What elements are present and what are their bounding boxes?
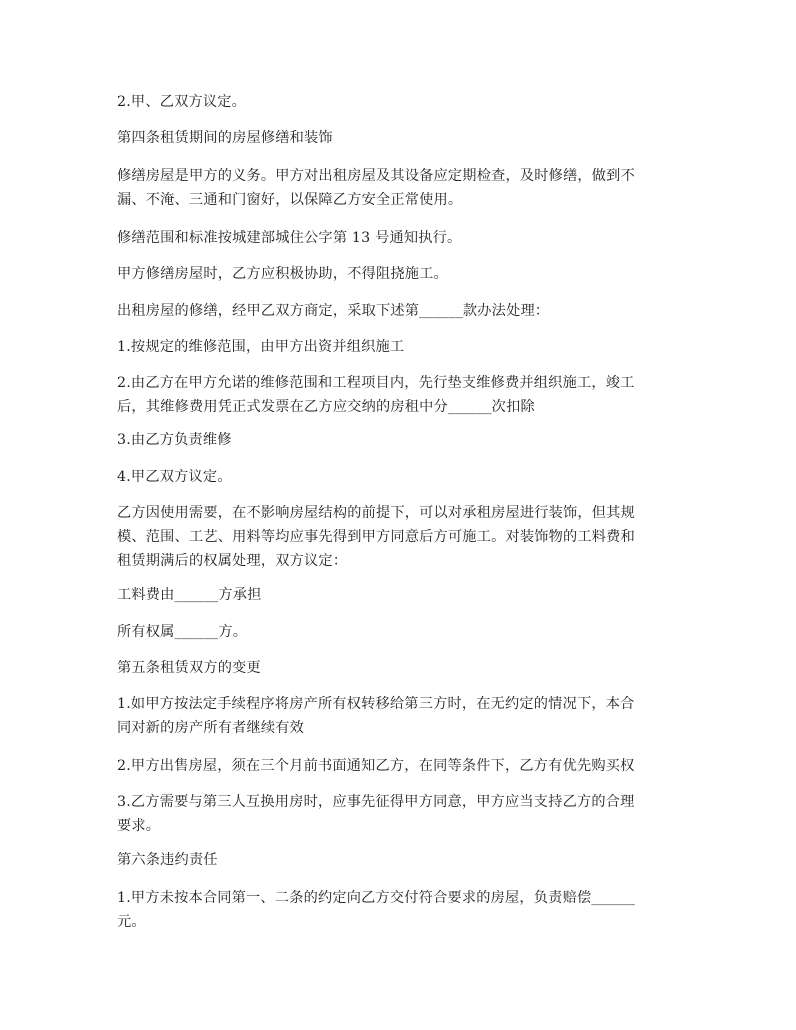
list-item: [117, 790, 683, 838]
text-line: 1.甲方未按本合同第一、二条的约定向乙方交付符合要求的房屋，负责赔偿______: [117, 890, 636, 906]
list-item: [117, 754, 683, 778]
text-line: 第六条违约责任: [117, 852, 218, 868]
text-line: 第四条租赁期间的房屋修缮和装饰: [117, 130, 333, 146]
list-item: [117, 886, 683, 934]
list-item: [117, 335, 683, 359]
text-line: 2.甲、乙双方议定。: [117, 94, 247, 110]
paragraph: [117, 226, 683, 250]
text-line: 4.甲乙双方议定。: [117, 469, 232, 485]
text-line: 同对新的房产所有者继续有效: [117, 720, 305, 736]
paragraph: [117, 262, 683, 286]
paragraph: [117, 620, 683, 644]
text-line: 1.如甲方按法定手续程序将房产所有权转移给第三方时，在无约定的情况下，本合: [117, 696, 635, 712]
text-line: 2.甲方出售房屋，须在三个月前书面通知乙方，在同等条件下，乙方有优先购买权: [117, 758, 635, 774]
list-item: [117, 371, 683, 419]
text-line: 要求。: [117, 818, 161, 834]
list-item: [117, 692, 683, 740]
text-line: 3.由乙方负责维修: [117, 432, 232, 448]
text-line: 乙方因使用需要，在不影响房屋结构的前提下，可以对承租房屋进行装饰，但其规: [117, 505, 635, 521]
list-item: [117, 465, 683, 489]
paragraph: [117, 583, 683, 607]
text-line: 修缮范围和标准按城建部城住公字第 13 号通知执行。: [117, 230, 462, 246]
section-heading: [117, 848, 683, 872]
text-line: 甲方修缮房屋时，乙方应积极协助，不得阻挠施工。: [117, 266, 448, 282]
text-line: 1.按规定的维修范围，由甲方出资并组织施工: [117, 339, 405, 355]
text-line: 漏、不淹、三通和门窗好，以保障乙方安全正常使用。: [117, 192, 463, 208]
text-line: 修缮房屋是甲方的义务。甲方对出租房屋及其设备应定期检查，及时修缮，做到不: [117, 168, 635, 184]
text-line: 所有权属______方。: [117, 624, 248, 640]
paragraph: [117, 90, 683, 114]
text-line: 出租房屋的修缮，经甲乙双方商定，采取下述第______款办法处理：: [117, 303, 550, 319]
text-line: 3.乙方需要与第三人互换用房时，应事先征得甲方同意，甲方应当支持乙方的合理: [117, 794, 635, 810]
section-heading: [117, 126, 683, 150]
text-line: 后，其维修费用凭正式发票在乙方应交纳的房租中分______次扣除: [117, 399, 535, 415]
paragraph: [117, 164, 683, 212]
text-line: 第五条租赁双方的变更: [117, 660, 261, 676]
text-line: 租赁期满后的权属处理，双方议定：: [117, 553, 348, 569]
text-line: 模、范围、工艺、用料等均应事先得到甲方同意后方可施工。对装饰物的工料费和: [117, 529, 635, 545]
section-heading: [117, 656, 683, 680]
paragraph: [117, 501, 683, 573]
text-line: 元。: [117, 914, 146, 930]
text-line: 2.由乙方在甲方允诺的维修范围和工程项目内，先行垫支维修费并组织施工，竣工: [117, 375, 635, 391]
text-line: 工料费由______方承担: [117, 587, 262, 603]
paragraph: [117, 299, 683, 323]
list-item: [117, 428, 683, 452]
